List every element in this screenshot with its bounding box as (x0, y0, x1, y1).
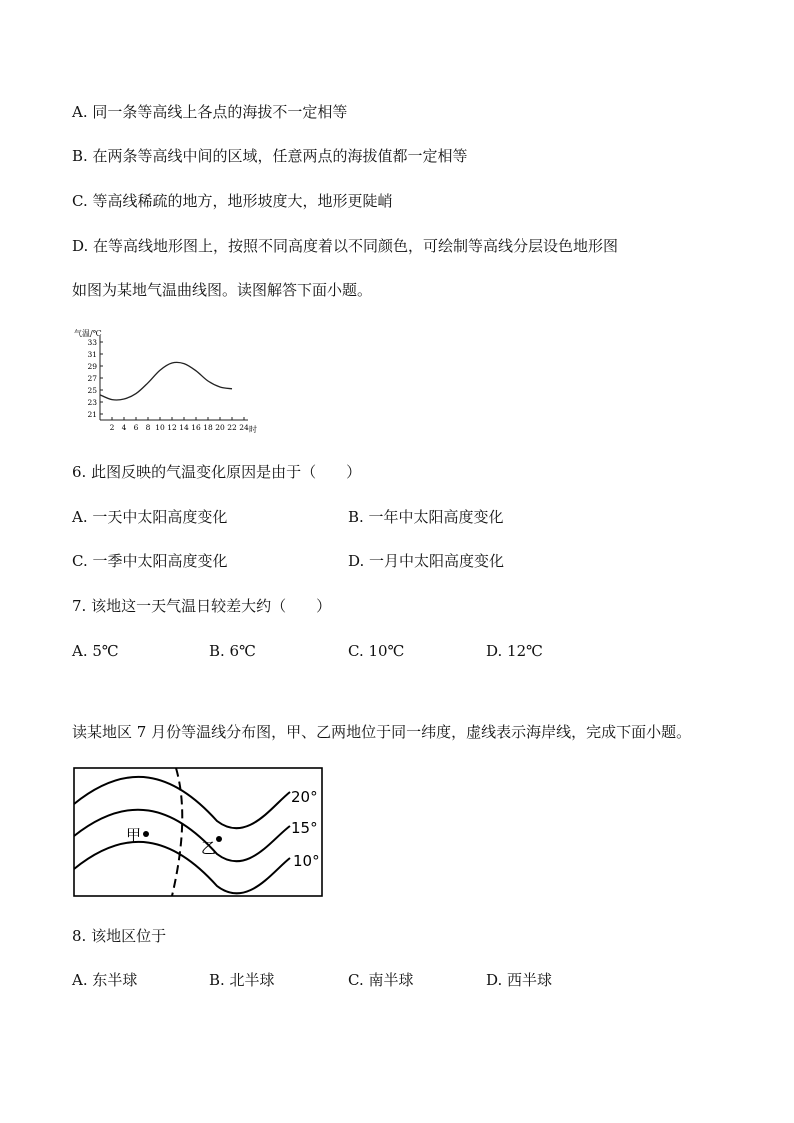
chart-x-tick-label: 6 (133, 423, 139, 432)
chart-y-tick-label: 29 (87, 362, 97, 371)
q5-option-b: B. 在两条等高线中间的区域，任意两点的海拔值都一定相等 (72, 147, 468, 165)
q6-option-b: B. 一年中太阳高度变化 (348, 508, 504, 526)
chart-y-tick-label: 23 (87, 398, 97, 407)
q7-option-d: D. 12℃ (486, 642, 543, 660)
chart-y-tick-label: 31 (87, 350, 97, 359)
q8-stem: 8. 该地区位于 (72, 927, 167, 945)
chart-x-tick-label: 8 (145, 423, 151, 432)
q7-option-c: C. 10℃ (348, 642, 405, 660)
intro-temperature-chart: 如图为某地气温曲线图。读图解答下面小题。 (72, 281, 373, 299)
isotherm-label-15: 15° (291, 819, 318, 837)
q8-option-c: C. 南半球 (348, 971, 414, 989)
isotherm-label-10: 10° (293, 852, 320, 870)
chart-series-line (100, 362, 232, 400)
chart-y-tick-label: 25 (87, 386, 97, 395)
point-jia-label: 甲 (126, 826, 142, 844)
q6-option-a: A. 一天中太阳高度变化 (72, 508, 228, 526)
q6-option-d: D. 一月中太阳高度变化 (348, 552, 505, 570)
chart-y-tick-label: 27 (87, 374, 97, 383)
chart-x-tick-label: 20 (215, 423, 225, 432)
chart-axes (100, 336, 248, 420)
chart-x-tick-label: 14 (179, 423, 189, 432)
map-frame (74, 768, 322, 896)
chart-x-tick-label: 16 (191, 423, 201, 432)
q6-option-c: C. 一季中太阳高度变化 (72, 552, 228, 570)
q8-option-a: A. 东半球 (72, 971, 138, 989)
chart-x-tick-label: 18 (203, 423, 213, 432)
q6-stem: 6. 此图反映的气温变化原因是由于（ ） (72, 463, 362, 481)
point-jia-dot (143, 831, 149, 837)
q5-option-c: C. 等高线稀疏的地方，地形坡度大，地形更陡峭 (72, 192, 393, 210)
chart-y-tick-label: 21 (87, 410, 97, 419)
chart-y-tick-label: 33 (87, 338, 97, 347)
isotherm-label-20: 20° (291, 788, 318, 806)
chart-x-tick-label: 12 (167, 423, 177, 432)
chart-y-axis-label: 气温/℃ (74, 329, 102, 338)
q5-option-a: A. 同一条等高线上各点的海拔不一定相等 (72, 103, 348, 121)
chart-x-tick-label: 10 (155, 423, 165, 432)
q7-stem: 7. 该地这一天气温日较差大约（ ） (72, 597, 332, 615)
q7-option-b: B. 6℃ (209, 642, 256, 660)
q5-option-d: D. 在等高线地形图上，按照不同高度着以不同颜色，可绘制等高线分层设色地形图 (72, 237, 619, 255)
q8-option-b: B. 北半球 (209, 971, 275, 989)
point-yi-dot (216, 836, 222, 842)
chart-y-ticks (87, 338, 103, 419)
q8-option-d: D. 西半球 (486, 971, 553, 989)
chart-x-ticks (110, 417, 249, 432)
temperature-chart (72, 322, 262, 440)
isotherm-10 (74, 842, 290, 893)
chart-x-tick-label: 24 (239, 423, 249, 432)
intro-isotherm-map: 读某地区 7 月份等温线分布图，甲、乙两地位于同一纬度，虚线表示海岸线，完成下面小题。 (72, 723, 692, 741)
chart-x-axis-label: 时 (249, 425, 257, 434)
chart-x-tick-label: 4 (121, 423, 127, 432)
point-yi-label: 乙 (201, 839, 217, 857)
isotherm-map (72, 766, 326, 898)
chart-x-tick-label: 2 (109, 423, 115, 432)
chart-x-tick-label: 22 (227, 423, 237, 432)
q7-option-a: A. 5℃ (72, 642, 119, 660)
